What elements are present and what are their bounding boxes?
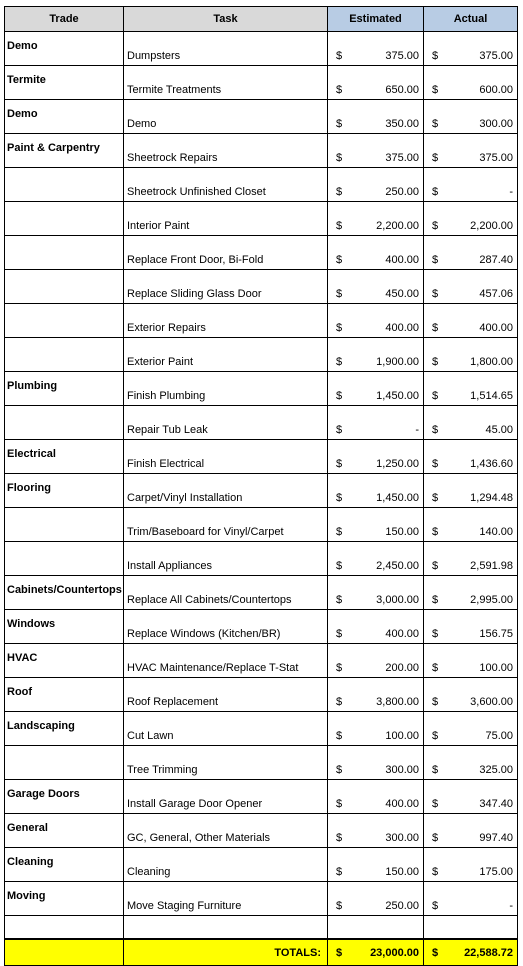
currency-symbol: $ bbox=[432, 152, 439, 164]
estimated-value: 1,450.00 bbox=[376, 492, 419, 504]
trade-cell[interactable]: HVAC bbox=[5, 644, 124, 678]
actual-value: 457.06 bbox=[479, 288, 513, 300]
currency-symbol: $ bbox=[336, 118, 343, 130]
trade-cell[interactable]: Plumbing bbox=[5, 372, 124, 406]
actual-cell[interactable] bbox=[424, 270, 518, 304]
actual-value: 375.00 bbox=[479, 152, 513, 164]
table-row bbox=[5, 508, 518, 542]
task-cell[interactable]: Demo bbox=[124, 100, 328, 134]
currency-symbol: $ bbox=[432, 458, 439, 470]
estimated-value: 2,450.00 bbox=[376, 560, 419, 572]
estimated-value: 400.00 bbox=[385, 798, 419, 810]
actual-cell[interactable] bbox=[424, 508, 518, 542]
task-cell[interactable]: Install Garage Door Opener bbox=[124, 780, 328, 814]
actual-value: 2,995.00 bbox=[470, 594, 513, 606]
table-row bbox=[5, 134, 518, 168]
trade-cell[interactable]: Cabinets/Countertops bbox=[5, 576, 124, 610]
currency-symbol: $ bbox=[336, 492, 343, 504]
actual-value: 287.40 bbox=[479, 254, 513, 266]
estimated-value: 1,900.00 bbox=[376, 356, 419, 368]
task-cell[interactable]: Finish Plumbing bbox=[124, 372, 328, 406]
actual-value: 1,294.48 bbox=[470, 492, 513, 504]
totals-empty-cell[interactable] bbox=[5, 939, 124, 966]
actual-value: 156.75 bbox=[479, 628, 513, 640]
table-row bbox=[5, 576, 518, 610]
estimated-value: 2,200.00 bbox=[376, 220, 419, 232]
estimated-value: - bbox=[415, 424, 419, 436]
task-cell[interactable]: Dumpsters bbox=[124, 32, 328, 66]
table-row bbox=[5, 32, 518, 66]
currency-symbol: $ bbox=[336, 424, 343, 436]
currency-symbol: $ bbox=[432, 492, 439, 504]
estimated-value: 100.00 bbox=[385, 730, 419, 742]
totals-estimated-cell[interactable] bbox=[328, 939, 424, 966]
header-row bbox=[5, 7, 518, 32]
spreadsheet bbox=[4, 6, 518, 966]
actual-cell[interactable] bbox=[424, 372, 518, 406]
currency-symbol: $ bbox=[336, 946, 343, 959]
task-cell[interactable]: Replace All Cabinets/Countertops bbox=[124, 576, 328, 610]
currency-symbol: $ bbox=[432, 424, 439, 436]
estimated-cell[interactable] bbox=[328, 678, 424, 712]
actual-cell[interactable] bbox=[424, 576, 518, 610]
trade-cell[interactable]: Windows bbox=[5, 610, 124, 644]
estimated-value: 3,800.00 bbox=[376, 696, 419, 708]
currency-symbol: $ bbox=[432, 662, 439, 674]
trade-cell[interactable]: Moving bbox=[5, 882, 124, 916]
currency-symbol: $ bbox=[336, 458, 343, 470]
estimated-cell[interactable] bbox=[328, 134, 424, 168]
table-row bbox=[5, 100, 518, 134]
currency-symbol: $ bbox=[336, 730, 343, 742]
table-row bbox=[5, 168, 518, 202]
estimated-cell[interactable] bbox=[328, 440, 424, 474]
table-row bbox=[5, 644, 518, 678]
task-cell[interactable]: Replace Sliding Glass Door bbox=[124, 270, 328, 304]
currency-symbol: $ bbox=[432, 186, 439, 198]
actual-cell[interactable] bbox=[424, 202, 518, 236]
trade-cell[interactable]: Garage Doors bbox=[5, 780, 124, 814]
table-row bbox=[5, 746, 518, 780]
estimated-value: 375.00 bbox=[385, 50, 419, 62]
currency-symbol: $ bbox=[432, 356, 439, 368]
currency-symbol: $ bbox=[336, 322, 343, 334]
estimated-cell[interactable] bbox=[328, 270, 424, 304]
task-cell[interactable]: HVAC Maintenance/Replace T-Stat bbox=[124, 644, 328, 678]
estimated-value: 3,000.00 bbox=[376, 594, 419, 606]
totals-actual-cell[interactable] bbox=[424, 939, 518, 966]
actual-value: 75.00 bbox=[485, 730, 513, 742]
actual-cell[interactable] bbox=[424, 338, 518, 372]
estimated-cell[interactable] bbox=[328, 66, 424, 100]
trade-cell[interactable]: Flooring bbox=[5, 474, 124, 508]
table-row bbox=[5, 372, 518, 406]
actual-value: 997.40 bbox=[479, 832, 513, 844]
task-cell[interactable]: Trim/Baseboard for Vinyl/Carpet bbox=[124, 508, 328, 542]
actual-value: 3,600.00 bbox=[470, 696, 513, 708]
estimated-value: 400.00 bbox=[385, 322, 419, 334]
blank-cell[interactable] bbox=[424, 916, 518, 940]
table-row bbox=[5, 406, 518, 440]
actual-value: 600.00 bbox=[479, 84, 513, 96]
currency-symbol: $ bbox=[336, 152, 343, 164]
actual-value: 400.00 bbox=[479, 322, 513, 334]
currency-symbol: $ bbox=[336, 764, 343, 776]
task-cell[interactable]: Move Staging Furniture bbox=[124, 882, 328, 916]
table-row bbox=[5, 712, 518, 746]
estimated-cell[interactable] bbox=[328, 712, 424, 746]
estimated-cell[interactable] bbox=[328, 746, 424, 780]
table-body bbox=[5, 32, 518, 916]
table-row bbox=[5, 474, 518, 508]
table-row bbox=[5, 610, 518, 644]
estimated-cell[interactable] bbox=[328, 236, 424, 270]
header-trade[interactable]: Trade bbox=[5, 7, 124, 32]
estimated-cell[interactable] bbox=[328, 474, 424, 508]
currency-symbol: $ bbox=[432, 288, 439, 300]
table-row bbox=[5, 440, 518, 474]
header-actual[interactable]: Actual bbox=[424, 7, 518, 32]
task-cell[interactable]: Cleaning bbox=[124, 848, 328, 882]
actual-value: 375.00 bbox=[479, 50, 513, 62]
table-row bbox=[5, 236, 518, 270]
table-row bbox=[5, 848, 518, 882]
estimated-value: 350.00 bbox=[385, 118, 419, 130]
estimated-cell[interactable] bbox=[328, 304, 424, 338]
actual-value: 1,436.60 bbox=[470, 458, 513, 470]
actual-value: - bbox=[509, 186, 513, 198]
currency-symbol: $ bbox=[432, 866, 439, 878]
actual-cell[interactable] bbox=[424, 134, 518, 168]
actual-cell[interactable] bbox=[424, 304, 518, 338]
trade-cell[interactable] bbox=[5, 746, 124, 780]
estimated-value: 300.00 bbox=[385, 832, 419, 844]
totals-label[interactable]: TOTALS: bbox=[124, 939, 328, 966]
task-cell[interactable]: Interior Paint bbox=[124, 202, 328, 236]
actual-value: 45.00 bbox=[485, 424, 513, 436]
header-task[interactable]: Task bbox=[124, 7, 328, 32]
currency-symbol: $ bbox=[336, 832, 343, 844]
estimated-cell[interactable] bbox=[328, 610, 424, 644]
currency-symbol: $ bbox=[432, 526, 439, 538]
estimated-cell[interactable] bbox=[328, 882, 424, 916]
blank-row bbox=[5, 916, 518, 940]
currency-symbol: $ bbox=[336, 594, 343, 606]
table-row bbox=[5, 270, 518, 304]
currency-symbol: $ bbox=[336, 866, 343, 878]
currency-symbol: $ bbox=[432, 946, 439, 959]
table-row bbox=[5, 882, 518, 916]
currency-symbol: $ bbox=[336, 220, 343, 232]
trade-cell[interactable]: Cleaning bbox=[5, 848, 124, 882]
task-cell[interactable]: Termite Treatments bbox=[124, 66, 328, 100]
trade-cell[interactable]: Demo bbox=[5, 32, 124, 66]
task-cell[interactable]: Repair Tub Leak bbox=[124, 406, 328, 440]
actual-cell[interactable] bbox=[424, 780, 518, 814]
actual-value: 1,800.00 bbox=[470, 356, 513, 368]
estimated-cell[interactable] bbox=[328, 202, 424, 236]
actual-cell[interactable] bbox=[424, 542, 518, 576]
actual-cell[interactable] bbox=[424, 678, 518, 712]
trade-cell[interactable] bbox=[5, 304, 124, 338]
trade-cell[interactable] bbox=[5, 202, 124, 236]
actual-cell[interactable] bbox=[424, 644, 518, 678]
blank-cell[interactable] bbox=[124, 916, 328, 940]
currency-symbol: $ bbox=[432, 764, 439, 776]
totals-actual: 22,588.72 bbox=[464, 946, 513, 959]
header-estimated[interactable]: Estimated bbox=[328, 7, 424, 32]
actual-cell[interactable] bbox=[424, 100, 518, 134]
currency-symbol: $ bbox=[432, 50, 439, 62]
actual-cell[interactable] bbox=[424, 814, 518, 848]
currency-symbol: $ bbox=[432, 118, 439, 130]
estimated-cell[interactable] bbox=[328, 814, 424, 848]
actual-cell[interactable] bbox=[424, 236, 518, 270]
trade-cell[interactable]: Termite bbox=[5, 66, 124, 100]
task-cell[interactable]: Replace Front Door, Bi-Fold bbox=[124, 236, 328, 270]
currency-symbol: $ bbox=[432, 696, 439, 708]
trade-cell[interactable]: Paint & Carpentry bbox=[5, 134, 124, 168]
currency-symbol: $ bbox=[432, 628, 439, 640]
estimated-value: 450.00 bbox=[385, 288, 419, 300]
actual-value: - bbox=[509, 900, 513, 912]
estimated-cell[interactable] bbox=[328, 372, 424, 406]
currency-symbol: $ bbox=[432, 900, 439, 912]
estimated-value: 150.00 bbox=[385, 526, 419, 538]
blank-cell[interactable] bbox=[328, 916, 424, 940]
estimated-value: 375.00 bbox=[385, 152, 419, 164]
estimated-value: 1,250.00 bbox=[376, 458, 419, 470]
estimated-value: 1,450.00 bbox=[376, 390, 419, 402]
actual-value: 2,591.98 bbox=[470, 560, 513, 572]
totals-estimated: 23,000.00 bbox=[370, 946, 419, 959]
actual-cell[interactable] bbox=[424, 440, 518, 474]
task-cell[interactable]: Exterior Repairs bbox=[124, 304, 328, 338]
estimated-value: 250.00 bbox=[385, 900, 419, 912]
currency-symbol: $ bbox=[432, 84, 439, 96]
trade-cell[interactable] bbox=[5, 508, 124, 542]
estimated-value: 150.00 bbox=[385, 866, 419, 878]
currency-symbol: $ bbox=[432, 730, 439, 742]
trade-cell[interactable]: General bbox=[5, 814, 124, 848]
table-row bbox=[5, 202, 518, 236]
currency-symbol: $ bbox=[336, 288, 343, 300]
currency-symbol: $ bbox=[336, 696, 343, 708]
estimated-value: 250.00 bbox=[385, 186, 419, 198]
trade-cell[interactable] bbox=[5, 338, 124, 372]
currency-symbol: $ bbox=[336, 84, 343, 96]
actual-value: 140.00 bbox=[479, 526, 513, 538]
currency-symbol: $ bbox=[432, 798, 439, 810]
currency-symbol: $ bbox=[432, 390, 439, 402]
estimated-cell[interactable] bbox=[328, 406, 424, 440]
task-cell[interactable]: Tree Trimming bbox=[124, 746, 328, 780]
estimated-value: 300.00 bbox=[385, 764, 419, 776]
actual-cell[interactable] bbox=[424, 610, 518, 644]
estimated-value: 650.00 bbox=[385, 84, 419, 96]
trade-cell[interactable] bbox=[5, 168, 124, 202]
currency-symbol: $ bbox=[336, 186, 343, 198]
currency-symbol: $ bbox=[336, 356, 343, 368]
currency-symbol: $ bbox=[336, 390, 343, 402]
task-cell[interactable]: Carpet/Vinyl Installation bbox=[124, 474, 328, 508]
estimated-cell[interactable] bbox=[328, 780, 424, 814]
estimated-cell[interactable] bbox=[328, 576, 424, 610]
table-row bbox=[5, 678, 518, 712]
actual-value: 2,200.00 bbox=[470, 220, 513, 232]
task-cell[interactable]: Finish Electrical bbox=[124, 440, 328, 474]
task-cell[interactable]: GC, General, Other Materials bbox=[124, 814, 328, 848]
trade-cell[interactable] bbox=[5, 542, 124, 576]
estimated-cell[interactable] bbox=[328, 644, 424, 678]
task-cell[interactable]: Install Appliances bbox=[124, 542, 328, 576]
trade-cell[interactable]: Electrical bbox=[5, 440, 124, 474]
actual-cell[interactable] bbox=[424, 168, 518, 202]
task-cell[interactable]: Cut Lawn bbox=[124, 712, 328, 746]
currency-symbol: $ bbox=[432, 254, 439, 266]
budget-table bbox=[4, 6, 518, 966]
actual-value: 347.40 bbox=[479, 798, 513, 810]
task-cell[interactable]: Sheetrock Unfinished Closet bbox=[124, 168, 328, 202]
estimated-value: 400.00 bbox=[385, 628, 419, 640]
estimated-value: 200.00 bbox=[385, 662, 419, 674]
actual-cell[interactable] bbox=[424, 32, 518, 66]
actual-value: 1,514.65 bbox=[470, 390, 513, 402]
table-row bbox=[5, 304, 518, 338]
trade-cell[interactable] bbox=[5, 406, 124, 440]
currency-symbol: $ bbox=[432, 220, 439, 232]
currency-symbol: $ bbox=[336, 50, 343, 62]
totals-row bbox=[5, 939, 518, 966]
trade-cell[interactable]: Roof bbox=[5, 678, 124, 712]
task-cell[interactable]: Sheetrock Repairs bbox=[124, 134, 328, 168]
actual-cell[interactable] bbox=[424, 66, 518, 100]
estimated-cell[interactable] bbox=[328, 100, 424, 134]
currency-symbol: $ bbox=[336, 900, 343, 912]
currency-symbol: $ bbox=[336, 662, 343, 674]
table-row bbox=[5, 66, 518, 100]
estimated-cell[interactable] bbox=[328, 32, 424, 66]
table-row bbox=[5, 338, 518, 372]
actual-cell[interactable] bbox=[424, 848, 518, 882]
actual-value: 100.00 bbox=[479, 662, 513, 674]
trade-cell[interactable] bbox=[5, 236, 124, 270]
task-cell[interactable]: Roof Replacement bbox=[124, 678, 328, 712]
blank-cell[interactable] bbox=[5, 916, 124, 940]
actual-cell[interactable] bbox=[424, 746, 518, 780]
estimated-cell[interactable] bbox=[328, 848, 424, 882]
actual-cell[interactable] bbox=[424, 406, 518, 440]
estimated-cell[interactable] bbox=[328, 168, 424, 202]
currency-symbol: $ bbox=[432, 832, 439, 844]
trade-cell[interactable] bbox=[5, 270, 124, 304]
estimated-cell[interactable] bbox=[328, 508, 424, 542]
estimated-cell[interactable] bbox=[328, 338, 424, 372]
task-cell[interactable]: Exterior Paint bbox=[124, 338, 328, 372]
actual-cell[interactable] bbox=[424, 882, 518, 916]
estimated-value: 400.00 bbox=[385, 254, 419, 266]
estimated-cell[interactable] bbox=[328, 542, 424, 576]
currency-symbol: $ bbox=[432, 322, 439, 334]
actual-value: 325.00 bbox=[479, 764, 513, 776]
currency-symbol: $ bbox=[336, 560, 343, 572]
actual-value: 300.00 bbox=[479, 118, 513, 130]
trade-cell[interactable]: Demo bbox=[5, 100, 124, 134]
trade-cell[interactable]: Landscaping bbox=[5, 712, 124, 746]
table-row bbox=[5, 814, 518, 848]
table-row bbox=[5, 542, 518, 576]
currency-symbol: $ bbox=[432, 560, 439, 572]
currency-symbol: $ bbox=[336, 798, 343, 810]
currency-symbol: $ bbox=[336, 628, 343, 640]
actual-cell[interactable] bbox=[424, 474, 518, 508]
actual-cell[interactable] bbox=[424, 712, 518, 746]
currency-symbol: $ bbox=[336, 254, 343, 266]
currency-symbol: $ bbox=[336, 526, 343, 538]
table-row bbox=[5, 780, 518, 814]
currency-symbol: $ bbox=[432, 594, 439, 606]
actual-value: 175.00 bbox=[479, 866, 513, 878]
task-cell[interactable]: Replace Windows (Kitchen/BR) bbox=[124, 610, 328, 644]
